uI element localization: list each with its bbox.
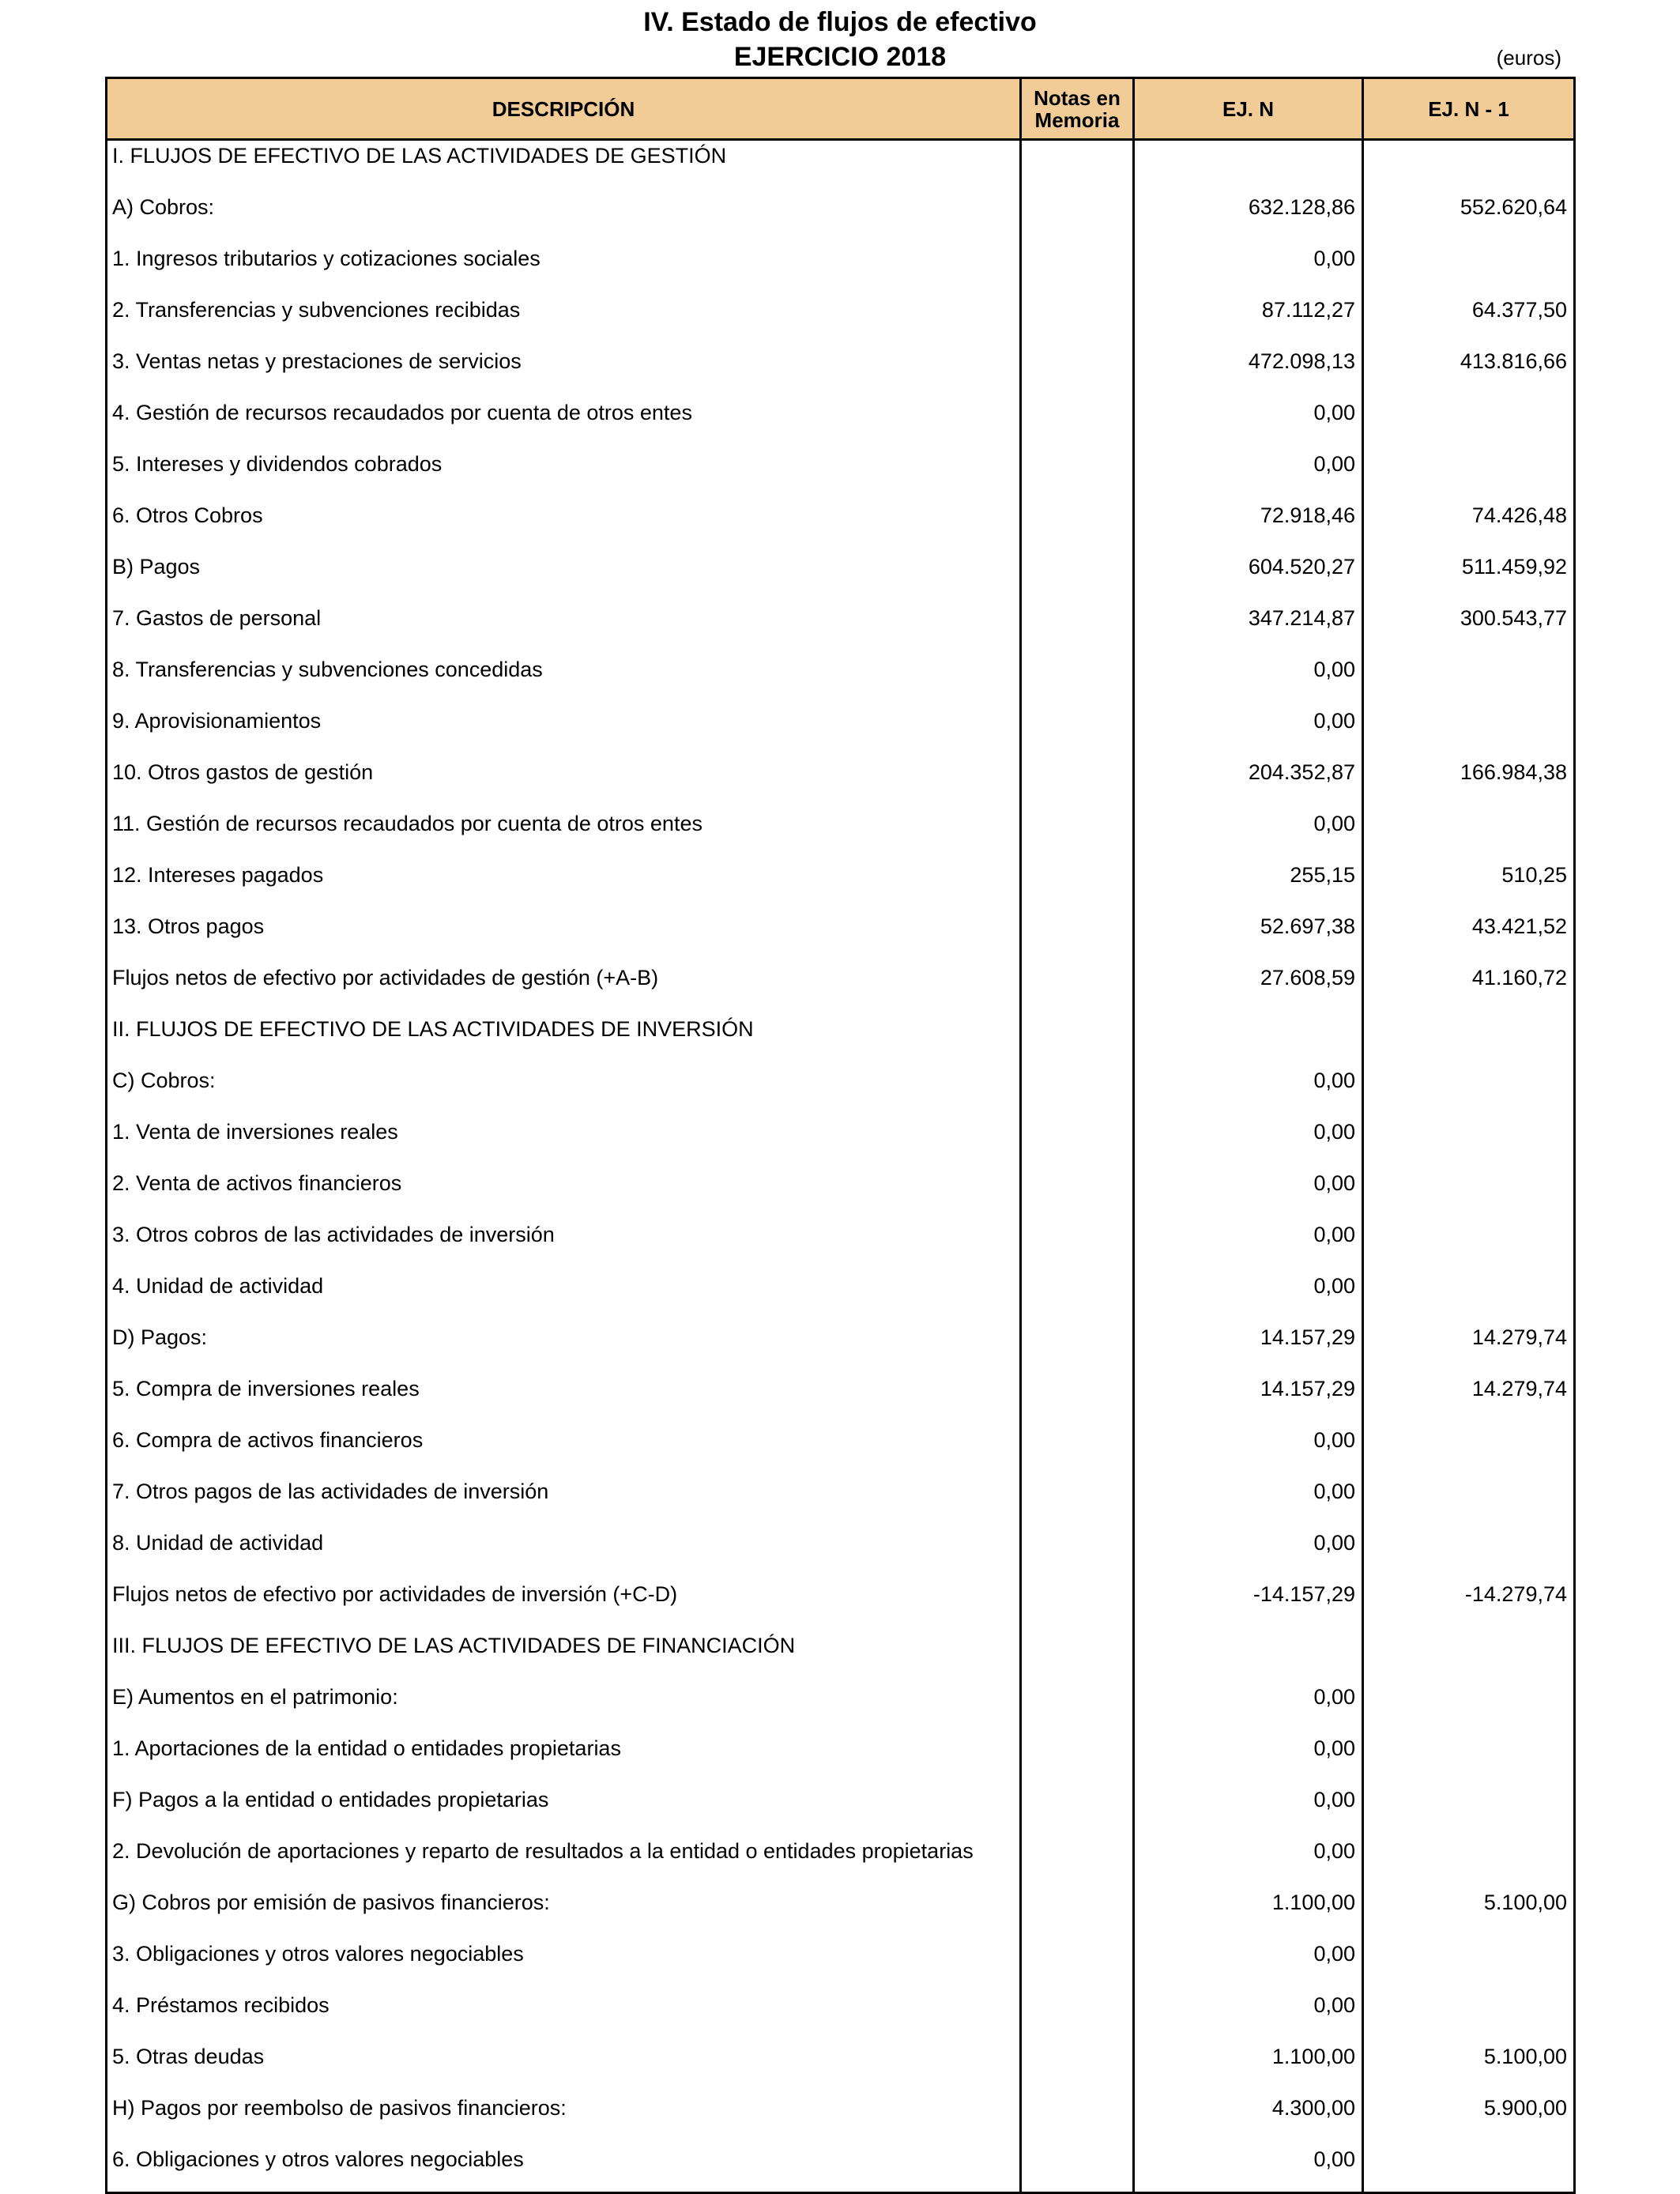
table-row	[107, 1476, 1573, 1528]
row-description: 9. Aprovisionamientos	[107, 706, 1022, 757]
row-notes	[1022, 243, 1135, 295]
row-ej-n1-value	[1364, 1785, 1573, 1836]
row-description: Flujos netos de efectivo por actividades de gestión (+A-B)	[107, 963, 1022, 1014]
row-notes	[1022, 1425, 1135, 1476]
table-row	[107, 1014, 1573, 1065]
row-ej-n-value: 14.157,29	[1135, 1374, 1364, 1425]
cash-flow-table	[105, 77, 1576, 2194]
row-description: 2. Venta de activos financieros	[107, 1168, 1022, 1220]
row-description: 2. Transferencias y subvenciones recibidas	[107, 295, 1022, 346]
table-row	[107, 1065, 1573, 1117]
row-ej-n1-value: 5.100,00	[1483, 1891, 1567, 1914]
row-ej-n-value: 0,00	[1135, 1220, 1364, 1271]
row-description: 3. Obligaciones y otros valores negociables	[107, 1939, 1022, 1990]
row-ej-n-value: 0,00	[1135, 1425, 1364, 1476]
row-description: 5. Compra de inversiones reales	[107, 1374, 1022, 1425]
table-row	[107, 654, 1573, 706]
table-row	[107, 1733, 1573, 1785]
table-row	[107, 1630, 1573, 1682]
row-ej-n-value: 72.918,46	[1135, 500, 1364, 552]
row-ej-n-value: 0,00	[1135, 1939, 1364, 1990]
row-ej-n-value: 632.128,86	[1135, 192, 1364, 243]
table-row	[107, 1887, 1573, 1939]
row-ej-n1-value: 166.984,38	[1460, 760, 1567, 784]
row-description: 7. Gastos de personal	[107, 603, 1022, 654]
table-row	[107, 295, 1573, 346]
header-ej-n1: EJ. N - 1	[1428, 96, 1509, 121]
row-description: 4. Gestión de recursos recaudados por cuenta de otros entes	[107, 398, 1022, 449]
row-ej-n1-value: 552.620,64	[1460, 195, 1567, 219]
table-row	[107, 809, 1573, 860]
statement-title: IV. Estado de flujos de efectivo	[643, 7, 1037, 37]
row-ej-n-value: 204.352,87	[1135, 757, 1364, 809]
table-row	[107, 2144, 1573, 2192]
row-description: I. FLUJOS DE EFECTIVO DE LAS ACTIVIDADES DE GESTIÓN	[107, 141, 1022, 192]
table-row	[107, 1785, 1573, 1836]
row-description: 3. Otros cobros de las actividades de inversión	[107, 1220, 1022, 1271]
row-description: 4. Préstamos recibidos	[107, 1990, 1022, 2041]
table-row	[107, 1579, 1573, 1630]
row-ej-n-value: -14.157,29	[1135, 1579, 1364, 1630]
row-notes	[1022, 192, 1135, 243]
row-notes	[1022, 1271, 1135, 1322]
row-description: 1. Venta de inversiones reales	[107, 1117, 1022, 1168]
row-ej-n1-value	[1364, 1065, 1573, 1117]
table-row	[107, 1425, 1573, 1476]
row-notes	[1022, 706, 1135, 757]
row-ej-n1-value	[1364, 1630, 1573, 1682]
row-ej-n-value: 0,00	[1135, 1168, 1364, 1220]
header-description: DESCRIPCIÓN	[107, 79, 1022, 138]
table-header	[107, 79, 1573, 141]
table-row	[107, 552, 1573, 603]
row-ej-n1-value	[1364, 1682, 1573, 1733]
row-notes	[1022, 654, 1135, 706]
row-notes	[1022, 1733, 1135, 1785]
row-description: 3. Ventas netas y prestaciones de servicios	[107, 346, 1022, 398]
table-row	[107, 963, 1573, 1014]
row-ej-n1-value: 511.459,92	[1461, 555, 1567, 579]
row-description: Flujos netos de efectivo por actividades de inversión (+C-D)	[107, 1579, 1022, 1630]
units-label: (euros)	[1496, 46, 1561, 70]
row-description: 10. Otros gastos de gestión	[107, 757, 1022, 809]
table-row	[107, 1528, 1573, 1579]
row-ej-n1-value	[1364, 1271, 1573, 1322]
row-ej-n1-value: 74.426,48	[1471, 503, 1567, 527]
row-notes	[1022, 1528, 1135, 1579]
header-ej-n: EJ. N	[1135, 79, 1364, 138]
row-notes	[1022, 1168, 1135, 1220]
row-notes	[1022, 1630, 1135, 1682]
row-ej-n1-value: 510,25	[1501, 863, 1567, 887]
row-ej-n-value: 0,00	[1135, 1785, 1364, 1836]
row-notes	[1022, 500, 1135, 552]
row-ej-n1-value	[1364, 654, 1573, 706]
row-ej-n-value: 0,00	[1135, 449, 1364, 500]
row-description: 13. Otros pagos	[107, 911, 1022, 963]
row-ej-n1-value	[1364, 809, 1573, 860]
row-ej-n1-value	[1364, 1014, 1573, 1065]
row-ej-n1-value: 5.900,00	[1483, 2096, 1567, 2120]
row-description: A) Cobros:	[107, 192, 1022, 243]
row-ej-n1-value: 41.160,72	[1471, 966, 1567, 990]
row-ej-n1-value	[1364, 449, 1573, 500]
row-description: F) Pagos a la entidad o entidades propietarias	[107, 1785, 1022, 1836]
row-notes	[1022, 1014, 1135, 1065]
row-ej-n1-value	[1364, 1476, 1573, 1528]
row-description: C) Cobros:	[107, 1065, 1022, 1117]
row-notes	[1022, 1065, 1135, 1117]
table-row	[107, 1374, 1573, 1425]
row-notes	[1022, 1836, 1135, 1887]
row-description: 8. Unidad de actividad	[107, 1528, 1022, 1579]
table-row	[107, 706, 1573, 757]
row-ej-n1-value: 5.100,00	[1483, 2045, 1567, 2068]
table-row	[107, 500, 1573, 552]
row-ej-n-value: 1.100,00	[1135, 2041, 1364, 2093]
row-ej-n-value: 0,00	[1135, 1117, 1364, 1168]
row-notes	[1022, 141, 1135, 192]
table-row	[107, 2093, 1573, 2144]
row-description: G) Cobros por emisión de pasivos financieros:	[107, 1887, 1022, 1939]
row-ej-n-value: 87.112,27	[1135, 295, 1364, 346]
row-ej-n1-value	[1364, 1939, 1573, 1990]
row-description: 1. Ingresos tributarios y cotizaciones sociales	[107, 243, 1022, 295]
row-description: 5. Otras deudas	[107, 2041, 1022, 2093]
row-ej-n-value: 14.157,29	[1135, 1322, 1364, 1374]
table-row	[107, 1682, 1573, 1733]
table-row	[107, 449, 1573, 500]
header-notes: Notas en Memoria	[1022, 79, 1135, 138]
row-ej-n-value: 0,00	[1135, 398, 1364, 449]
row-ej-n-value: 0,00	[1135, 1836, 1364, 1887]
row-ej-n1-value: 43.421,52	[1471, 914, 1567, 938]
row-notes	[1022, 963, 1135, 1014]
row-ej-n1-value	[1364, 1425, 1573, 1476]
row-ej-n-value: 4.300,00	[1135, 2093, 1364, 2144]
row-ej-n-value: 0,00	[1135, 809, 1364, 860]
table-row	[107, 1220, 1573, 1271]
row-ej-n1-value: 413.816,66	[1460, 349, 1567, 373]
row-ej-n-value: 0,00	[1135, 654, 1364, 706]
table-row	[107, 1271, 1573, 1322]
row-ej-n-value: 0,00	[1135, 1733, 1364, 1785]
row-notes	[1022, 1374, 1135, 1425]
row-ej-n-value: 0,00	[1135, 1990, 1364, 2041]
row-notes	[1022, 295, 1135, 346]
row-notes	[1022, 809, 1135, 860]
row-ej-n1-value	[1364, 1990, 1573, 2041]
row-ej-n1-value: 14.279,74	[1471, 1377, 1567, 1400]
row-ej-n1-value	[1364, 243, 1573, 295]
row-ej-n1-value	[1364, 706, 1573, 757]
row-description: 7. Otros pagos de las actividades de inversión	[107, 1476, 1022, 1528]
row-ej-n-value: 52.697,38	[1135, 911, 1364, 963]
row-ej-n-value	[1135, 141, 1364, 192]
row-notes	[1022, 860, 1135, 911]
row-ej-n-value: 255,15	[1135, 860, 1364, 911]
table-row	[107, 398, 1573, 449]
row-ej-n-value: 0,00	[1135, 706, 1364, 757]
row-ej-n-value: 347.214,87	[1135, 603, 1364, 654]
row-notes	[1022, 1682, 1135, 1733]
row-ej-n-value: 472.098,13	[1135, 346, 1364, 398]
row-ej-n1-value	[1364, 1117, 1573, 1168]
row-description: H) Pagos por reembolso de pasivos financieros:	[107, 2093, 1022, 2144]
table-row	[107, 1322, 1573, 1374]
table-row	[107, 141, 1573, 192]
statement-subtitle: EJERCICIO 2018	[733, 42, 947, 72]
table-row	[107, 603, 1573, 654]
row-notes	[1022, 603, 1135, 654]
row-description: D) Pagos:	[107, 1322, 1022, 1374]
row-ej-n-value: 0,00	[1135, 2144, 1364, 2192]
row-description: 12. Intereses pagados	[107, 860, 1022, 911]
row-description: 11. Gestión de recursos recaudados por cuenta de otros entes	[107, 809, 1022, 860]
row-notes	[1022, 398, 1135, 449]
table-row	[107, 1117, 1573, 1168]
row-notes	[1022, 1220, 1135, 1271]
table-row	[107, 2041, 1573, 2093]
row-ej-n1-value	[1364, 1528, 1573, 1579]
row-ej-n1-value: 64.377,50	[1471, 298, 1567, 322]
row-notes	[1022, 346, 1135, 398]
row-description: 8. Transferencias y subvenciones concedidas	[107, 654, 1022, 706]
row-notes	[1022, 449, 1135, 500]
table-row	[107, 243, 1573, 295]
row-notes	[1022, 1785, 1135, 1836]
row-notes	[1022, 1117, 1135, 1168]
row-notes	[1022, 911, 1135, 963]
row-notes	[1022, 1322, 1135, 1374]
table-row	[107, 911, 1573, 963]
row-ej-n1-value	[1364, 1836, 1573, 1887]
row-description: 5. Intereses y dividendos cobrados	[107, 449, 1022, 500]
row-ej-n-value: 0,00	[1135, 1476, 1364, 1528]
table-row	[107, 1990, 1573, 2041]
row-ej-n1-value	[1364, 1733, 1573, 1785]
row-ej-n-value: 1.100,00	[1135, 1887, 1364, 1939]
row-ej-n1-value: -14.279,74	[1464, 1582, 1567, 1606]
table-row	[107, 757, 1573, 809]
row-description: 2. Devolución de aportaciones y reparto de resultados a la entidad o entidades propietarias	[107, 1836, 1022, 1887]
row-description: B) Pagos	[107, 552, 1022, 603]
row-ej-n-value: 0,00	[1135, 1528, 1364, 1579]
row-notes	[1022, 1990, 1135, 2041]
row-notes	[1022, 1887, 1135, 1939]
row-notes	[1022, 2041, 1135, 2093]
row-ej-n1-value	[1364, 2144, 1573, 2192]
row-description: II. FLUJOS DE EFECTIVO DE LAS ACTIVIDADES DE INVERSIÓN	[107, 1014, 1022, 1065]
row-description: 4. Unidad de actividad	[107, 1271, 1022, 1322]
table-row	[107, 192, 1573, 243]
row-description: 1. Aportaciones de la entidad o entidades propietarias	[107, 1733, 1022, 1785]
row-ej-n1-value: 300.543,77	[1460, 606, 1567, 630]
row-notes	[1022, 1476, 1135, 1528]
row-description: 6. Obligaciones y otros valores negociables	[107, 2144, 1022, 2192]
table-row	[107, 1836, 1573, 1887]
row-notes	[1022, 1939, 1135, 1990]
row-ej-n-value: 0,00	[1135, 1682, 1364, 1733]
row-ej-n-value: 0,00	[1135, 1065, 1364, 1117]
row-ej-n1-value	[1364, 1168, 1573, 1220]
row-ej-n1-value: 14.279,74	[1471, 1325, 1567, 1349]
row-notes	[1022, 2144, 1135, 2192]
row-notes	[1022, 1579, 1135, 1630]
row-description: 6. Compra de activos financieros	[107, 1425, 1022, 1476]
row-ej-n-value: 604.520,27	[1135, 552, 1364, 603]
row-ej-n1-value	[1364, 398, 1573, 449]
table-row	[107, 1168, 1573, 1220]
row-ej-n1-value	[1364, 1220, 1573, 1271]
row-ej-n-value: 27.608,59	[1135, 963, 1364, 1014]
row-description: 6. Otros Cobros	[107, 500, 1022, 552]
row-ej-n-value	[1135, 1630, 1364, 1682]
row-description: III. FLUJOS DE EFECTIVO DE LAS ACTIVIDADES DE FINANCIACIÓN	[107, 1630, 1022, 1682]
row-notes	[1022, 2093, 1135, 2144]
row-notes	[1022, 552, 1135, 603]
row-notes	[1022, 757, 1135, 809]
table-row	[107, 1939, 1573, 1990]
row-ej-n1-value	[1364, 141, 1573, 192]
row-ej-n-value	[1135, 1014, 1364, 1065]
row-ej-n-value: 0,00	[1135, 1271, 1364, 1322]
table-row	[107, 860, 1573, 911]
row-ej-n-value: 0,00	[1135, 243, 1364, 295]
row-description: E) Aumentos en el patrimonio:	[107, 1682, 1022, 1733]
table-row	[107, 346, 1573, 398]
